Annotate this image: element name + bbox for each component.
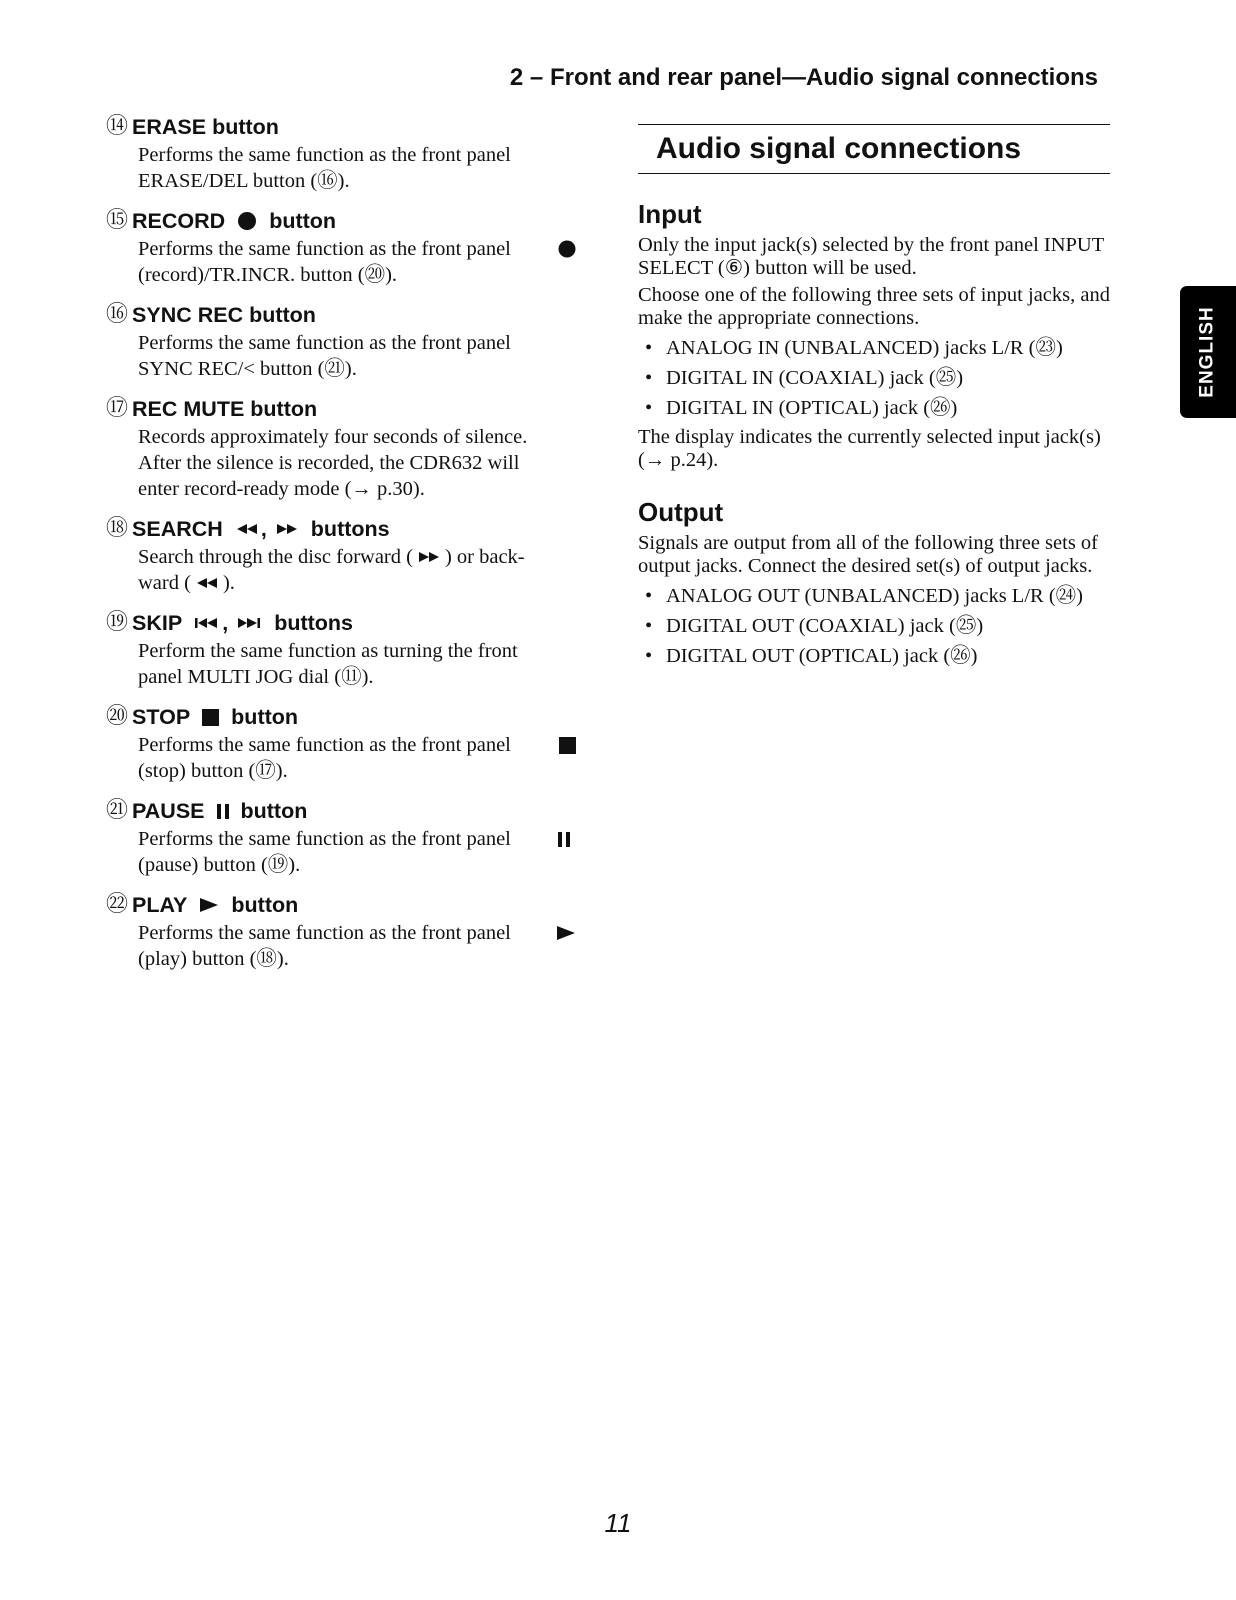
description-line xyxy=(138,544,576,570)
rewind-icon xyxy=(195,577,219,589)
description-text: ) or back- xyxy=(444,546,525,568)
output-heading: Output xyxy=(638,497,724,527)
fast-forward-icon xyxy=(275,523,299,535)
item-description xyxy=(138,142,576,194)
record-icon xyxy=(237,211,257,231)
item-description xyxy=(138,826,576,878)
page-number: 11 xyxy=(604,1508,632,1538)
item-title: REC MUTE button xyxy=(132,397,318,421)
item-number: ⑮ xyxy=(106,208,129,233)
button-descriptions xyxy=(106,112,576,984)
rewind-icon xyxy=(235,523,259,535)
description-text: Search through the disc forward ( xyxy=(138,546,413,568)
input-heading: Input xyxy=(638,199,702,229)
item-heading xyxy=(106,300,576,330)
item-description xyxy=(138,732,576,784)
running-head: 2 – Front and rear panel—Audio signal connections xyxy=(509,64,1098,91)
item-heading xyxy=(106,796,576,826)
item-heading xyxy=(106,702,576,732)
stop-button-item xyxy=(106,702,576,784)
description-line: SYNC REC/< button (㉑). xyxy=(138,358,357,380)
pause-icon xyxy=(558,832,570,847)
description-line: After the silence is recorded, the CDR632 will xyxy=(138,452,520,474)
item-number: ⑯ xyxy=(106,302,129,327)
description-line: (stop) button (⑰). xyxy=(138,760,288,782)
language-tab xyxy=(1180,286,1236,418)
item-description xyxy=(138,424,576,502)
description-line xyxy=(138,920,576,946)
record-icon xyxy=(558,240,576,258)
item-number: ㉒ xyxy=(106,892,129,917)
pause-icon xyxy=(217,804,229,819)
description-line: panel MULTI JOG dial (⑪). xyxy=(138,666,374,688)
item-heading xyxy=(106,394,576,424)
item-description xyxy=(138,330,576,382)
play-icon xyxy=(199,897,219,913)
item-title-separator: , xyxy=(260,517,267,541)
item-title-suffix: button xyxy=(240,799,308,823)
play-icon xyxy=(556,925,576,941)
item-title-suffix: button xyxy=(269,209,337,233)
erase-button-item xyxy=(106,112,576,194)
input-paragraph: Choose one of the following three sets of input jacks, and make the appropriate connections. xyxy=(638,284,1110,329)
item-title-suffix: buttons xyxy=(274,611,353,635)
skip-forward-icon xyxy=(236,617,262,629)
description-line: (play) button (⑱). xyxy=(138,948,289,970)
skip-buttons-item xyxy=(106,608,576,690)
list-item: • ANALOG OUT (UNBALANCED) jacks L/R (㉔) xyxy=(638,584,1110,608)
stop-icon xyxy=(202,709,219,726)
item-title: SYNC REC button xyxy=(132,303,316,327)
description-line: (record)/TR.INCR. button (⑳). xyxy=(138,264,398,286)
output-jack-list xyxy=(638,584,1110,668)
list-item: • ANALOG IN (UNBALANCED) jacks L/R (㉓) xyxy=(638,336,1110,360)
description-line: enter record-ready mode (→ p.30). xyxy=(138,478,425,500)
item-description xyxy=(138,920,576,972)
rec-mute-button-item xyxy=(106,394,576,502)
item-title-suffix: button xyxy=(231,893,299,917)
description-text: Performs the same function as the front panel xyxy=(138,922,511,944)
item-title: PLAY xyxy=(132,893,188,917)
item-number: ⑰ xyxy=(106,396,129,421)
pause-button-item xyxy=(106,796,576,878)
list-item: • DIGITAL OUT (COAXIAL) jack (㉕) xyxy=(638,614,1110,638)
language-tab-label: ENGLISH xyxy=(1197,306,1219,398)
input-paragraph: Only the input jack(s) selected by the front panel INPUT SELECT (⑥) button will be used. xyxy=(638,234,1104,279)
description-line xyxy=(138,570,576,596)
description-line: ERASE/DEL button (⑯). xyxy=(138,170,350,192)
item-description xyxy=(138,544,576,596)
item-title-separator: , xyxy=(222,611,229,635)
search-buttons-item xyxy=(106,514,576,596)
item-title-suffix: button xyxy=(231,705,299,729)
sync-rec-button-item xyxy=(106,300,576,382)
item-title: STOP xyxy=(132,705,191,729)
description-line xyxy=(138,826,576,852)
stop-icon xyxy=(559,737,576,754)
input-paragraph: The display indicates the currently selected input jack(s) (→ p.24). xyxy=(638,426,1101,471)
audio-signal-connections-section xyxy=(638,124,1110,674)
item-heading xyxy=(106,890,576,920)
section-title: Audio signal connections xyxy=(638,124,1110,174)
item-number: ⑳ xyxy=(106,704,129,729)
description-text: Performs the same function as the front panel xyxy=(138,828,511,850)
item-title-suffix: buttons xyxy=(310,517,390,541)
item-number: ⑭ xyxy=(106,114,129,139)
item-heading xyxy=(106,608,576,638)
item-title: PAUSE xyxy=(132,799,205,823)
description-line xyxy=(138,236,576,262)
skip-back-icon xyxy=(194,617,220,629)
description-text: Performs the same function as the front panel xyxy=(138,238,511,260)
play-button-item xyxy=(106,890,576,972)
item-number: ㉑ xyxy=(106,798,129,823)
input-jack-list xyxy=(638,336,1110,420)
fast-forward-icon xyxy=(417,551,441,563)
list-item: • DIGITAL OUT (OPTICAL) jack (㉖) xyxy=(638,644,1110,668)
description-text: ). xyxy=(222,572,235,594)
output-paragraph: Signals are output from all of the following three sets of output jacks. Connect the desired set(s) of output jacks. xyxy=(638,532,1099,577)
item-heading xyxy=(106,514,576,544)
record-button-item xyxy=(106,206,576,288)
item-number: ⑲ xyxy=(106,610,129,635)
item-heading xyxy=(106,112,576,142)
item-description xyxy=(138,236,576,288)
description-line: (pause) button (⑲). xyxy=(138,854,301,876)
description-text: ward ( xyxy=(138,572,191,594)
item-heading xyxy=(106,206,576,236)
item-number: ⑱ xyxy=(106,516,129,541)
list-item: • DIGITAL IN (OPTICAL) jack (㉖) xyxy=(638,396,1110,420)
description-line: Performs the same function as the front panel xyxy=(138,144,511,166)
item-title: SEARCH xyxy=(132,517,223,541)
item-description xyxy=(138,638,576,690)
description-text: Performs the same function as the front panel xyxy=(138,734,511,756)
description-line: Performs the same function as the front panel xyxy=(138,332,511,354)
description-line: Records approximately four seconds of silence. xyxy=(138,426,528,448)
description-line xyxy=(138,732,576,758)
item-title: ERASE button xyxy=(132,115,279,139)
description-line: Perform the same function as turning the front xyxy=(138,640,518,662)
item-title: RECORD xyxy=(132,209,226,233)
list-item: • DIGITAL IN (COAXIAL) jack (㉕) xyxy=(638,366,1110,390)
item-title: SKIP xyxy=(132,611,183,635)
